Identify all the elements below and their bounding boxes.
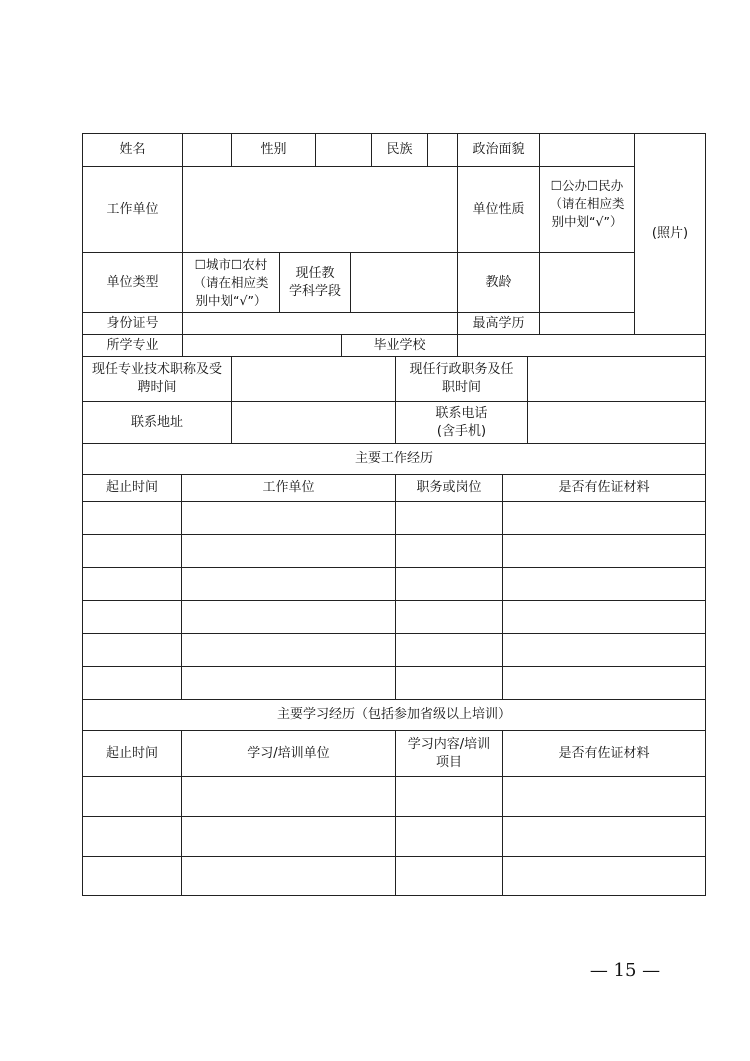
hline	[82, 633, 706, 634]
vline	[315, 133, 316, 167]
page-number: — 15 —	[589, 960, 661, 981]
phone-label: 联系电话 (含手机)	[435, 405, 488, 439]
teaching-years-label: 教龄	[485, 274, 512, 290]
work-header-unit: 工作单位	[262, 480, 315, 495]
gender-label: 性别	[260, 142, 287, 157]
work-header-period: 起止时间	[105, 480, 158, 495]
work-header-position: 职务或岗位	[416, 480, 482, 495]
hline	[82, 600, 706, 601]
graduate-school-label: 毕业学校	[373, 337, 426, 353]
current-subject-label: 现任教 学科学段	[288, 265, 341, 299]
vline	[182, 334, 183, 357]
major-label: 所学专业	[106, 337, 159, 353]
work-header-evidence: 是否有佐证材料	[558, 480, 650, 495]
study-header-evidence: 是否有佐证材料	[558, 745, 650, 761]
professional-title-label: 现任专业技术职称及受 聘时间	[91, 362, 222, 395]
ethnicity-label: 民族	[386, 142, 413, 157]
name-label: 姓名	[119, 142, 146, 157]
vline	[350, 252, 351, 313]
vline	[502, 474, 503, 700]
vline	[231, 356, 232, 444]
hline	[82, 567, 706, 568]
id-number-label: 身份证号	[106, 315, 159, 331]
hline	[82, 666, 706, 667]
vline	[427, 133, 428, 167]
study-header-unit: 学习/培训单位	[247, 745, 330, 761]
unit-type-label: 单位类型	[106, 274, 159, 290]
admin-position-label: 现任行政职务及任 职时间	[409, 362, 514, 395]
unit-type-options[interactable]: ☐城市☐农村 （请在相应类 别中划“√”）	[193, 256, 269, 308]
address-label: 联系地址	[130, 414, 183, 430]
study-header-period: 起止时间	[105, 745, 158, 761]
work-experience-title: 主要工作经历	[354, 451, 433, 466]
vline	[181, 474, 182, 700]
study-header-content: 学习内容/培训 项目	[407, 736, 491, 770]
vline	[527, 356, 528, 444]
hline	[82, 501, 706, 502]
hline	[82, 534, 706, 535]
unit-nature-label: 单位性质	[472, 201, 525, 217]
vline	[457, 334, 458, 357]
border-bottom	[82, 895, 706, 896]
vline	[395, 474, 396, 700]
work-unit-label: 工作单位	[106, 201, 159, 217]
unit-nature-options[interactable]: ☐公办☐民办 （请在相应类 别中划“√”）	[549, 178, 625, 229]
hline	[82, 776, 706, 777]
political-status-label: 政治面貌	[472, 142, 525, 157]
highest-education-label: 最高学历	[472, 315, 525, 331]
hline	[82, 816, 706, 817]
study-experience-title: 主要学习经历（包括参加省级以上培训）	[276, 707, 511, 722]
photo-placeholder: (照片)	[651, 226, 689, 241]
border-right	[705, 133, 706, 896]
hline	[82, 856, 706, 857]
